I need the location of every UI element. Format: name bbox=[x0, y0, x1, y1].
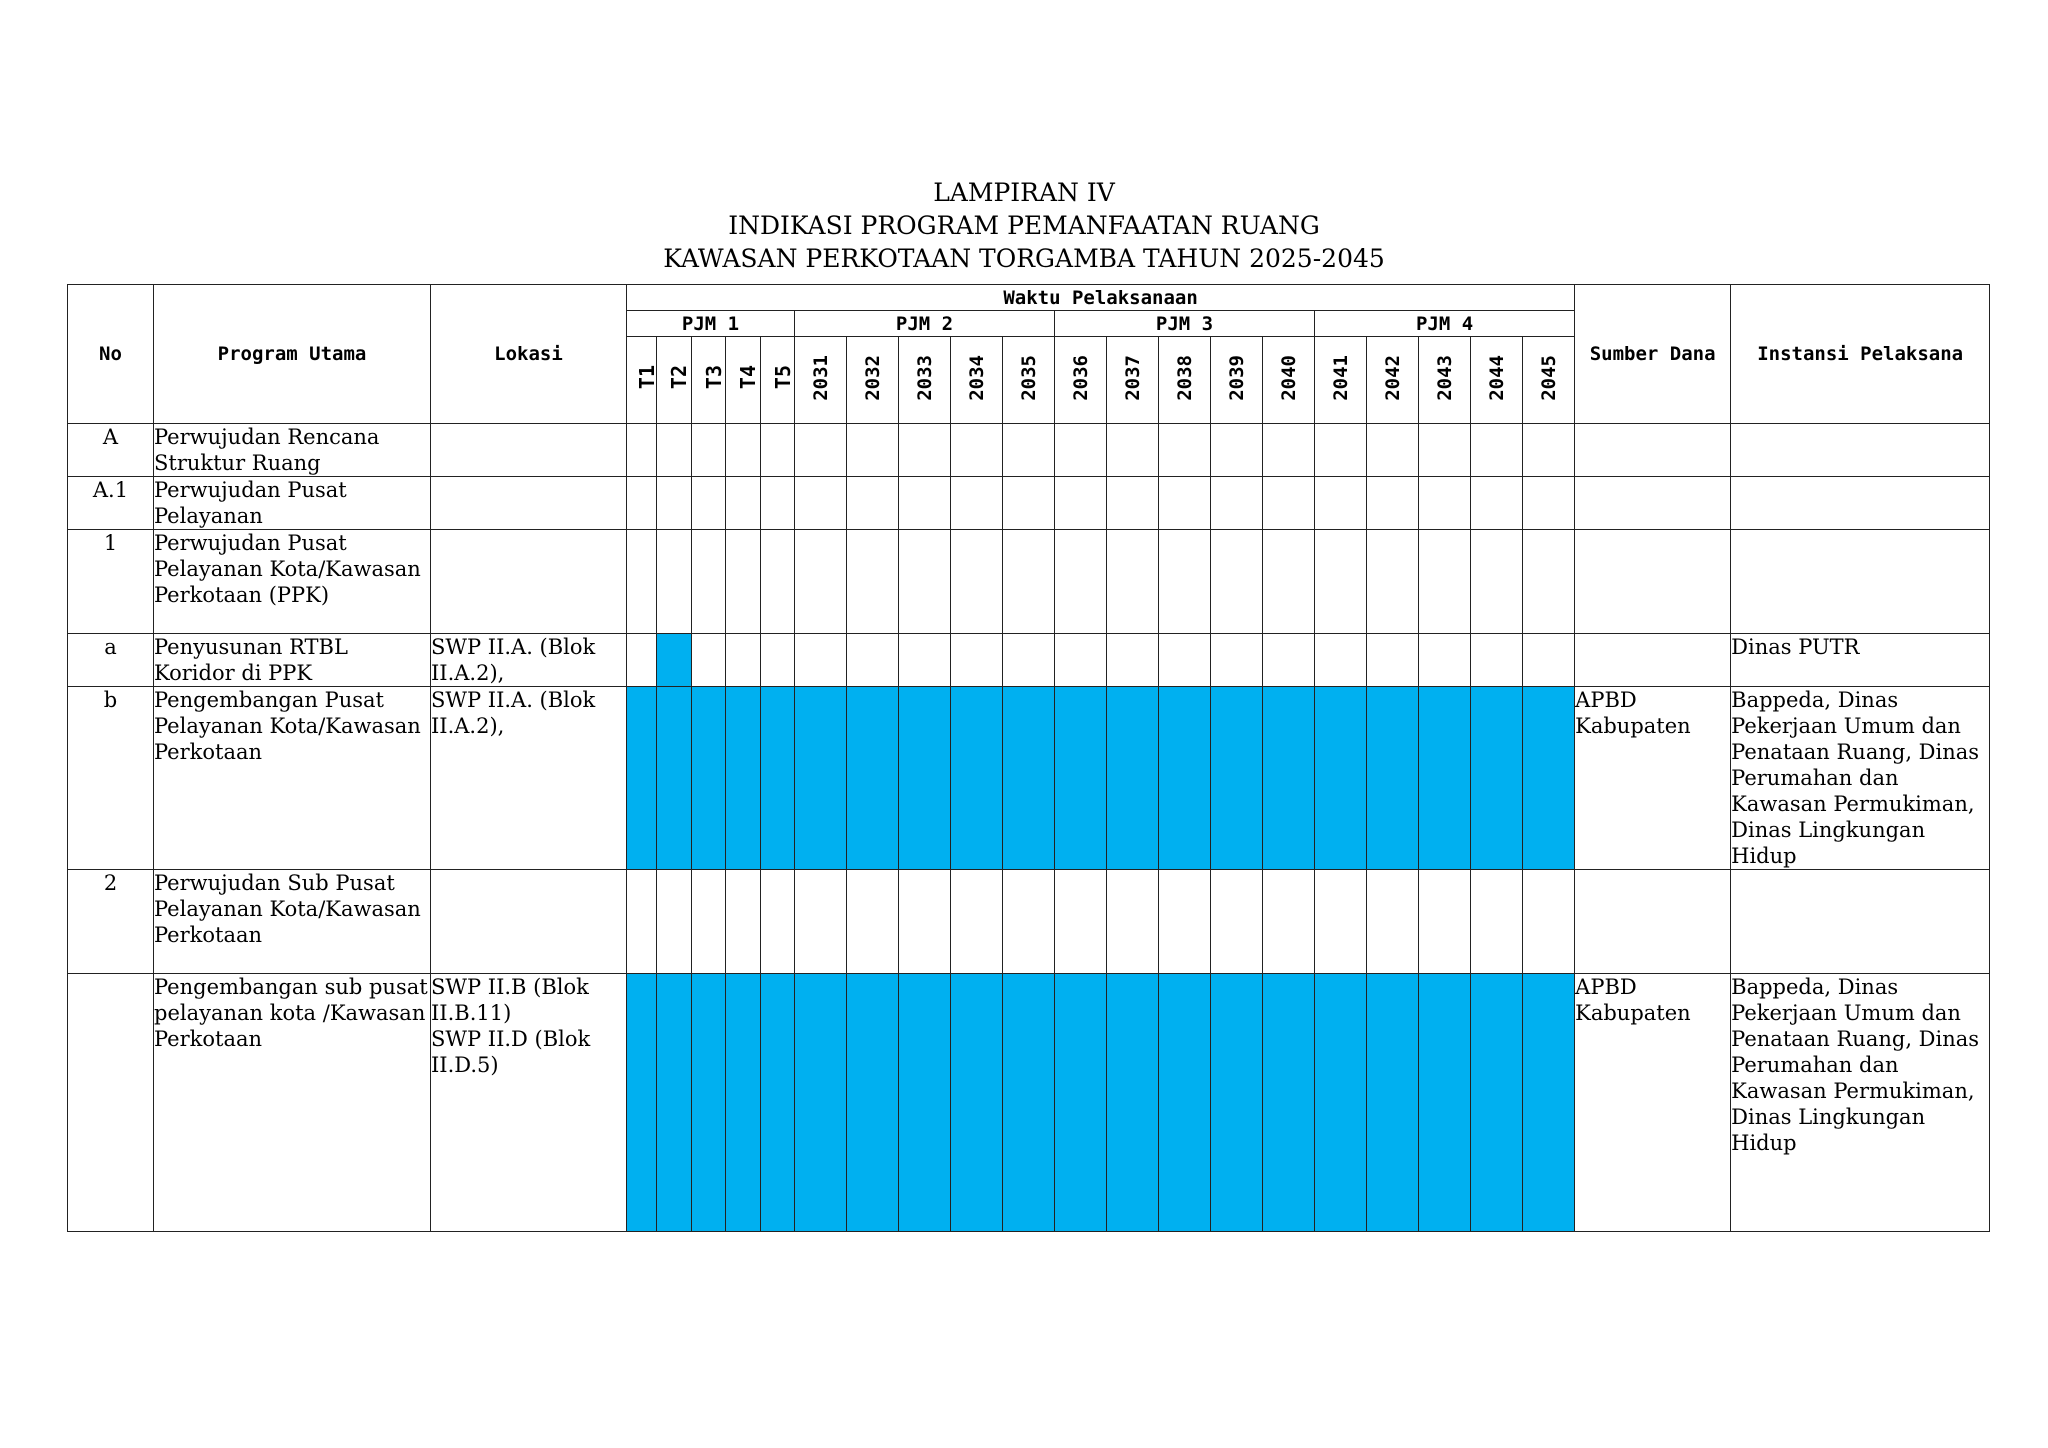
schedule-cell bbox=[951, 634, 1003, 687]
schedule-cell-filled bbox=[1003, 687, 1055, 870]
schedule-cell-filled bbox=[951, 687, 1003, 870]
schedule-cell bbox=[899, 634, 951, 687]
schedule-cell-filled bbox=[1263, 974, 1315, 1232]
schedule-cell bbox=[795, 530, 847, 634]
schedule-cell-filled bbox=[1367, 687, 1419, 870]
schedule-cell bbox=[1055, 424, 1107, 477]
schedule-cell-filled bbox=[951, 974, 1003, 1232]
schedule-cell-filled bbox=[761, 974, 795, 1232]
header-pjm-2: PJM 2 bbox=[795, 311, 1055, 337]
schedule-cell-filled bbox=[657, 687, 692, 870]
schedule-cell bbox=[1523, 870, 1575, 974]
header-program: Program Utama bbox=[154, 285, 431, 424]
program-cell: Perwujudan Pusat Pelayanan bbox=[154, 477, 431, 530]
schedule-cell bbox=[951, 870, 1003, 974]
header-period-2043: 2043 bbox=[1419, 337, 1471, 424]
schedule-cell-filled bbox=[1523, 974, 1575, 1232]
schedule-cell bbox=[1211, 477, 1263, 530]
schedule-cell bbox=[795, 634, 847, 687]
schedule-cell-filled bbox=[795, 974, 847, 1232]
schedule-cell-filled bbox=[692, 974, 726, 1232]
schedule-cell bbox=[1263, 870, 1315, 974]
header-period-2035: 2035 bbox=[1003, 337, 1055, 424]
lokasi-cell: SWP II.A. (Blok II.A.2), bbox=[431, 687, 627, 870]
schedule-cell bbox=[1003, 870, 1055, 974]
header-period-2042: 2042 bbox=[1367, 337, 1419, 424]
document-title bbox=[0, 176, 2048, 275]
schedule-cell bbox=[761, 530, 795, 634]
table-row bbox=[68, 477, 1990, 530]
schedule-cell bbox=[1315, 634, 1367, 687]
row-number: A.1 bbox=[68, 477, 154, 530]
schedule-cell bbox=[1211, 870, 1263, 974]
schedule-cell bbox=[692, 477, 726, 530]
title-line-3: KAWASAN PERKOTAAN TORGAMBA TAHUN 2025-2045 bbox=[663, 244, 1385, 273]
schedule-cell bbox=[1419, 634, 1471, 687]
lokasi-cell bbox=[431, 424, 627, 477]
header-period-2031: 2031 bbox=[795, 337, 847, 424]
schedule-cell bbox=[1471, 634, 1523, 687]
schedule-cell-filled bbox=[1107, 687, 1159, 870]
schedule-cell bbox=[692, 634, 726, 687]
schedule-cell bbox=[847, 530, 899, 634]
table-row bbox=[68, 687, 1990, 870]
schedule-cell bbox=[692, 870, 726, 974]
schedule-cell-filled bbox=[657, 974, 692, 1232]
schedule-cell-filled bbox=[1471, 974, 1523, 1232]
header-period-2044: 2044 bbox=[1471, 337, 1523, 424]
schedule-cell bbox=[1159, 530, 1211, 634]
schedule-cell-filled bbox=[692, 687, 726, 870]
program-cell: Perwujudan Rencana Struktur Ruang bbox=[154, 424, 431, 477]
title-line-2: INDIKASI PROGRAM PEMANFAATAN RUANG bbox=[728, 211, 1320, 240]
schedule-cell bbox=[1367, 530, 1419, 634]
lokasi-cell bbox=[431, 477, 627, 530]
schedule-cell bbox=[1523, 530, 1575, 634]
header-period-2037: 2037 bbox=[1107, 337, 1159, 424]
schedule-cell bbox=[1263, 424, 1315, 477]
schedule-cell bbox=[1367, 870, 1419, 974]
schedule-cell bbox=[627, 424, 657, 477]
program-cell: Perwujudan Sub Pusat Pelayanan Kota/Kawasan Perkotaan bbox=[154, 870, 431, 974]
schedule-cell bbox=[1471, 477, 1523, 530]
sumber-cell bbox=[1575, 477, 1731, 530]
schedule-cell bbox=[627, 477, 657, 530]
schedule-cell bbox=[1263, 530, 1315, 634]
header-sumber: Sumber Dana bbox=[1575, 285, 1731, 424]
schedule-cell bbox=[657, 477, 692, 530]
schedule-cell bbox=[1263, 477, 1315, 530]
schedule-cell bbox=[1263, 634, 1315, 687]
schedule-cell-filled bbox=[1159, 687, 1211, 870]
instansi-cell: Dinas PUTR bbox=[1731, 634, 1990, 687]
schedule-cell bbox=[1159, 634, 1211, 687]
schedule-cell-filled bbox=[726, 974, 761, 1232]
schedule-cell bbox=[847, 634, 899, 687]
schedule-cell bbox=[761, 424, 795, 477]
schedule-cell bbox=[726, 634, 761, 687]
schedule-cell bbox=[657, 530, 692, 634]
schedule-cell bbox=[1055, 870, 1107, 974]
schedule-cell bbox=[1159, 870, 1211, 974]
schedule-cell bbox=[1315, 477, 1367, 530]
schedule-cell bbox=[692, 424, 726, 477]
header-period-t1: T1 bbox=[627, 337, 657, 424]
schedule-cell-filled bbox=[1315, 974, 1367, 1232]
schedule-cell bbox=[1003, 477, 1055, 530]
header-period-2038: 2038 bbox=[1159, 337, 1211, 424]
schedule-cell bbox=[627, 870, 657, 974]
schedule-cell bbox=[1107, 530, 1159, 634]
header-period-2033: 2033 bbox=[899, 337, 951, 424]
table-row bbox=[68, 530, 1990, 634]
program-cell: Pengembangan Pusat Pelayanan Kota/Kawasan Perkotaan bbox=[154, 687, 431, 870]
row-number: 2 bbox=[68, 870, 154, 974]
schedule-cell-filled bbox=[657, 634, 692, 687]
schedule-cell bbox=[1523, 424, 1575, 477]
schedule-cell bbox=[657, 424, 692, 477]
schedule-cell bbox=[1055, 530, 1107, 634]
header-period-t5: T5 bbox=[761, 337, 795, 424]
schedule-cell bbox=[1419, 477, 1471, 530]
sumber-cell bbox=[1575, 870, 1731, 974]
header-period-2045: 2045 bbox=[1523, 337, 1575, 424]
schedule-cell bbox=[761, 477, 795, 530]
schedule-cell bbox=[951, 477, 1003, 530]
schedule-cell bbox=[1315, 530, 1367, 634]
schedule-cell bbox=[1211, 530, 1263, 634]
instansi-cell: Bappeda, Dinas Pekerjaan Umum dan Penataan Ruang, Dinas Perumahan dan Kawasan Permukiman, Dinas Lingkungan Hidup bbox=[1731, 687, 1990, 870]
schedule-cell bbox=[795, 870, 847, 974]
schedule-cell bbox=[1055, 477, 1107, 530]
program-cell: Pengembangan sub pusat pelayanan kota /Kawasan Perkotaan bbox=[154, 974, 431, 1232]
schedule-cell bbox=[1107, 424, 1159, 477]
schedule-cell-filled bbox=[1367, 974, 1419, 1232]
header-period-2032: 2032 bbox=[847, 337, 899, 424]
schedule-cell-filled bbox=[1315, 687, 1367, 870]
schedule-cell bbox=[899, 477, 951, 530]
header-period-2040: 2040 bbox=[1263, 337, 1315, 424]
header-period-t3: T3 bbox=[692, 337, 726, 424]
schedule-cell-filled bbox=[1263, 687, 1315, 870]
schedule-cell-filled bbox=[627, 974, 657, 1232]
schedule-cell bbox=[1367, 477, 1419, 530]
header-period-2036: 2036 bbox=[1055, 337, 1107, 424]
schedule-cell-filled bbox=[1107, 974, 1159, 1232]
header-period-2041: 2041 bbox=[1315, 337, 1367, 424]
sumber-cell: APBD Kabupaten bbox=[1575, 974, 1731, 1232]
lokasi-cell bbox=[431, 870, 627, 974]
header-pjm-4: PJM 4 bbox=[1315, 311, 1575, 337]
schedule-cell bbox=[1315, 424, 1367, 477]
schedule-cell-filled bbox=[899, 974, 951, 1232]
schedule-cell bbox=[1523, 477, 1575, 530]
header-pjm-3: PJM 3 bbox=[1055, 311, 1315, 337]
schedule-cell bbox=[726, 477, 761, 530]
schedule-cell bbox=[1107, 477, 1159, 530]
schedule-cell bbox=[1523, 634, 1575, 687]
schedule-cell-filled bbox=[1419, 687, 1471, 870]
schedule-cell bbox=[726, 424, 761, 477]
instansi-cell bbox=[1731, 870, 1990, 974]
schedule-cell-filled bbox=[1159, 974, 1211, 1232]
schedule-cell bbox=[951, 530, 1003, 634]
header-lokasi: Lokasi bbox=[431, 285, 627, 424]
schedule-cell-filled bbox=[795, 687, 847, 870]
sumber-cell: APBD Kabupaten bbox=[1575, 687, 1731, 870]
sumber-cell bbox=[1575, 634, 1731, 687]
header-pjm-1: PJM 1 bbox=[627, 311, 795, 337]
schedule-cell bbox=[726, 870, 761, 974]
schedule-cell bbox=[1419, 870, 1471, 974]
header-instansi: Instansi Pelaksana bbox=[1731, 285, 1990, 424]
schedule-cell bbox=[692, 530, 726, 634]
schedule-cell bbox=[951, 424, 1003, 477]
schedule-cell-filled bbox=[1055, 687, 1107, 870]
table-row bbox=[68, 634, 1990, 687]
schedule-cell bbox=[795, 477, 847, 530]
header-period-t2: T2 bbox=[657, 337, 692, 424]
program-cell: Perwujudan Pusat Pelayanan Kota/Kawasan Perkotaan (PPK) bbox=[154, 530, 431, 634]
schedule-cell-filled bbox=[847, 974, 899, 1232]
schedule-cell bbox=[1211, 424, 1263, 477]
header-waktu: Waktu Pelaksanaan bbox=[627, 285, 1575, 311]
schedule-cell bbox=[1003, 530, 1055, 634]
schedule-cell bbox=[627, 530, 657, 634]
schedule-cell bbox=[899, 530, 951, 634]
header-period-2034: 2034 bbox=[951, 337, 1003, 424]
lokasi-cell: SWP II.B (Blok II.B.11) SWP II.D (Blok II.D.5) bbox=[431, 974, 627, 1232]
schedule-cell bbox=[657, 870, 692, 974]
schedule-cell bbox=[1159, 424, 1211, 477]
schedule-cell bbox=[1471, 424, 1523, 477]
program-cell: Penyusunan RTBL Koridor di PPK bbox=[154, 634, 431, 687]
schedule-cell bbox=[1003, 424, 1055, 477]
table-row bbox=[68, 424, 1990, 477]
schedule-cell-filled bbox=[627, 687, 657, 870]
schedule-cell bbox=[726, 530, 761, 634]
lokasi-cell bbox=[431, 530, 627, 634]
header-period-2039: 2039 bbox=[1211, 337, 1263, 424]
schedule-cell bbox=[899, 870, 951, 974]
schedule-cell-filled bbox=[1211, 687, 1263, 870]
schedule-cell-filled bbox=[761, 687, 795, 870]
schedule-cell bbox=[761, 870, 795, 974]
title-line-1: LAMPIRAN IV bbox=[933, 178, 1115, 207]
schedule-cell bbox=[761, 634, 795, 687]
schedule-cell-filled bbox=[1419, 974, 1471, 1232]
schedule-cell bbox=[847, 424, 899, 477]
schedule-cell bbox=[1107, 634, 1159, 687]
schedule-cell bbox=[1055, 634, 1107, 687]
schedule-cell bbox=[847, 870, 899, 974]
schedule-cell bbox=[1419, 424, 1471, 477]
header-no: No bbox=[68, 285, 154, 424]
sumber-cell bbox=[1575, 424, 1731, 477]
row-number: a bbox=[68, 634, 154, 687]
program-table bbox=[67, 284, 1990, 1232]
schedule-cell bbox=[899, 424, 951, 477]
schedule-cell bbox=[1003, 634, 1055, 687]
schedule-cell-filled bbox=[1211, 974, 1263, 1232]
schedule-cell bbox=[1211, 634, 1263, 687]
lokasi-cell: SWP II.A. (Blok II.A.2), bbox=[431, 634, 627, 687]
instansi-cell bbox=[1731, 477, 1990, 530]
table-row bbox=[68, 974, 1990, 1232]
row-number: A bbox=[68, 424, 154, 477]
schedule-cell bbox=[795, 424, 847, 477]
schedule-cell bbox=[847, 477, 899, 530]
schedule-cell bbox=[1107, 870, 1159, 974]
row-number: 1 bbox=[68, 530, 154, 634]
instansi-cell: Bappeda, Dinas Pekerjaan Umum dan Penataan Ruang, Dinas Perumahan dan Kawasan Permukiman, Dinas Lingkungan Hidup bbox=[1731, 974, 1990, 1232]
schedule-cell bbox=[1315, 870, 1367, 974]
row-number: b bbox=[68, 687, 154, 870]
schedule-cell-filled bbox=[1523, 687, 1575, 870]
schedule-cell-filled bbox=[1003, 974, 1055, 1232]
row-number bbox=[68, 974, 154, 1232]
schedule-cell bbox=[1367, 424, 1419, 477]
schedule-cell-filled bbox=[899, 687, 951, 870]
schedule-cell bbox=[1471, 530, 1523, 634]
table-row bbox=[68, 870, 1990, 974]
instansi-cell bbox=[1731, 530, 1990, 634]
schedule-cell-filled bbox=[726, 687, 761, 870]
schedule-cell bbox=[1159, 477, 1211, 530]
schedule-cell bbox=[1367, 634, 1419, 687]
instansi-cell bbox=[1731, 424, 1990, 477]
schedule-cell bbox=[627, 634, 657, 687]
schedule-cell-filled bbox=[1471, 687, 1523, 870]
header-period-t4: T4 bbox=[726, 337, 761, 424]
schedule-cell-filled bbox=[1055, 974, 1107, 1232]
schedule-cell bbox=[1471, 870, 1523, 974]
schedule-cell-filled bbox=[847, 687, 899, 870]
sumber-cell bbox=[1575, 530, 1731, 634]
schedule-cell bbox=[1419, 530, 1471, 634]
